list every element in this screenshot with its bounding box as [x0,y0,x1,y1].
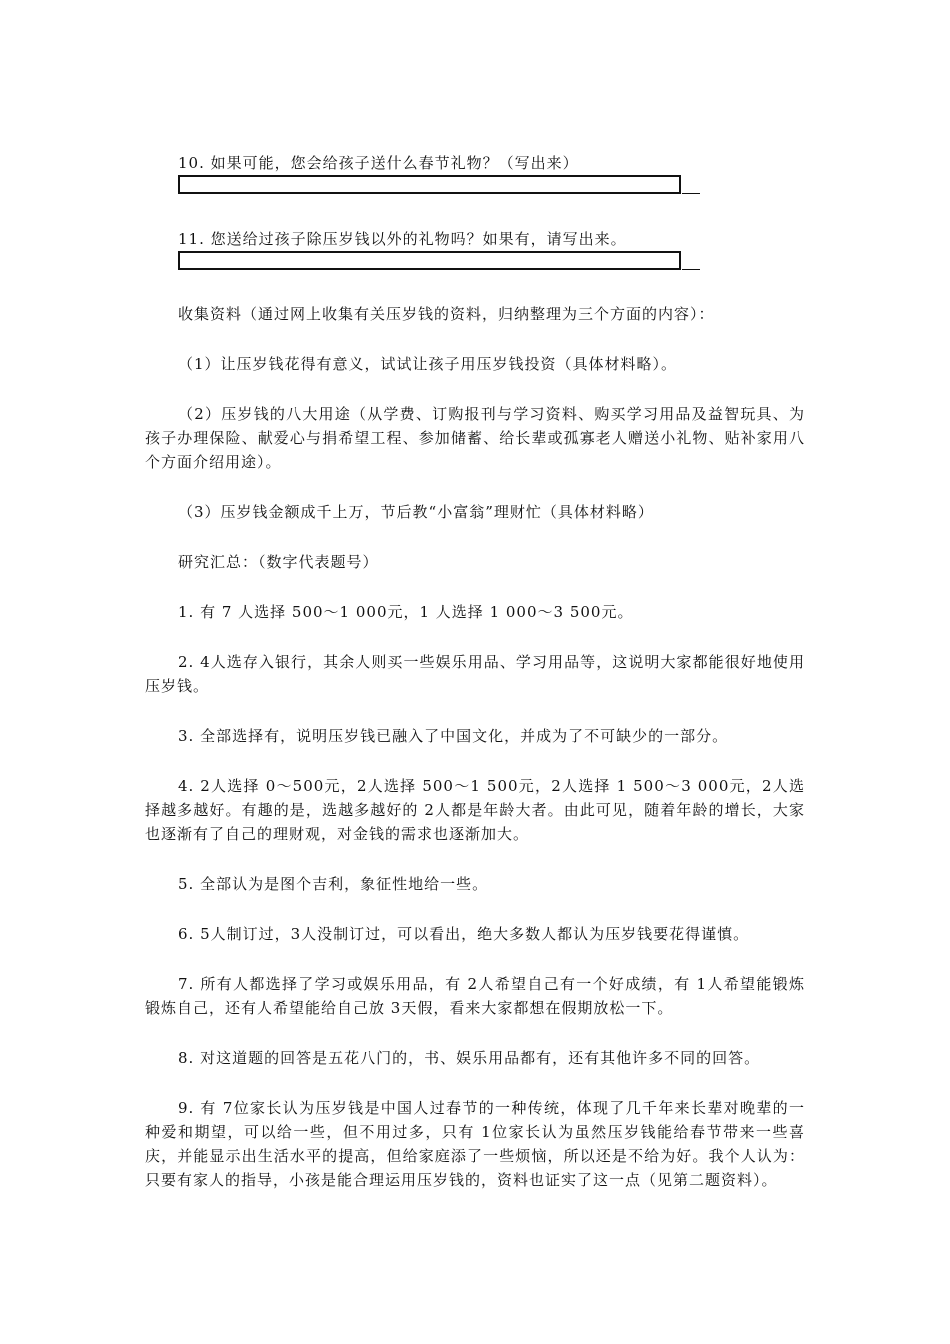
collect-item-1: （1）让压岁钱花得有意义，试试让孩子用压岁钱投资（具体材料略）。 [178,355,678,373]
summary-item-9: 9. 有 7位家长认为压岁钱是中国人过春节的一种传统，体现了几千年来长辈对晚辈的一种爱和期望，可以给一些，但不用过多，只有 1位家长认为虽然压岁钱能给春节带来一些喜庆，并能显示出生活水平的提高，但给家庭添了一些烦恼，所以还是不给为好。我个人认为：只要有家人的指导，小孩是能合理运用压岁钱的，资料也证实了这一点（见第二题资料）。 [145,1099,805,1189]
question-10: 10. 如果可能，您会给孩子送什么春节礼物？（写出来） [178,154,579,172]
underline-q11 [682,269,700,270]
collect-item-2: （2）压岁钱的八大用途（从学费、订购报刊与学习资料、购买学习用品及益智玩具、为孩子办理保险、献爱心与捐希望工程、参加储蓄、给长辈或孤寡老人赠送小礼物、贴补家用八个方面介绍用途）。 [145,405,805,471]
summary-item-2: 2. 4人选存入银行，其余人则买一些娱乐用品、学习用品等，这说明大家都能很好地使用压岁钱。 [145,653,805,695]
summary-item-5: 5. 全部认为是图个吉利，象征性地给一些。 [178,875,489,893]
summary-item-7: 7. 所有人都选择了学习或娱乐用品，有 2人希望自己有一个好成绩，有 1人希望能锻炼锻炼自己，还有人希望能给自己放 3天假，看来大家都想在假期放松一下。 [145,975,805,1017]
summary-item-3: 3. 全部选择有，说明压岁钱已融入了中国文化，并成为了不可缺少的一部分。 [178,727,729,745]
question-11: 11. 您送给过孩子除压岁钱以外的礼物吗？如果有，请写出来。 [178,230,627,248]
summary-item-6: 6. 5人制订过，3人没制订过，可以看出，绝大多数人都认为压岁钱要花得谨慎。 [178,925,750,943]
underline-q10 [682,193,700,194]
answer-box-q11[interactable] [178,251,681,270]
collect-item-3: （3）压岁钱金额成千上万，节后教“小富翁”理财忙（具体材料略） [178,503,654,521]
answer-box-q10[interactable] [178,175,681,194]
summary-item-4: 4. 2人选择 0～500元，2人选择 500～1 500元，2人选择 1 500～3 000元，2人选择越多越好。有趣的是，选越多越好的 2人都是年龄大者。由此可见，随着年龄的增长，大家也逐渐有了自己的理财观，对金钱的需求也逐渐加大。 [145,777,805,843]
summary-title: 研究汇总：（数字代表题号） [178,553,379,571]
summary-item-1: 1. 有 7 人选择 500～1 000元，1 人选择 1 000～3 500元。 [178,603,634,621]
summary-item-8: 8. 对这道题的回答是五花八门的，书、娱乐用品都有，还有其他许多不同的回答。 [178,1049,761,1067]
collect-intro: 收集资料（通过网上收集有关压岁钱的资料，归纳整理为三个方面的内容）： [178,305,715,323]
